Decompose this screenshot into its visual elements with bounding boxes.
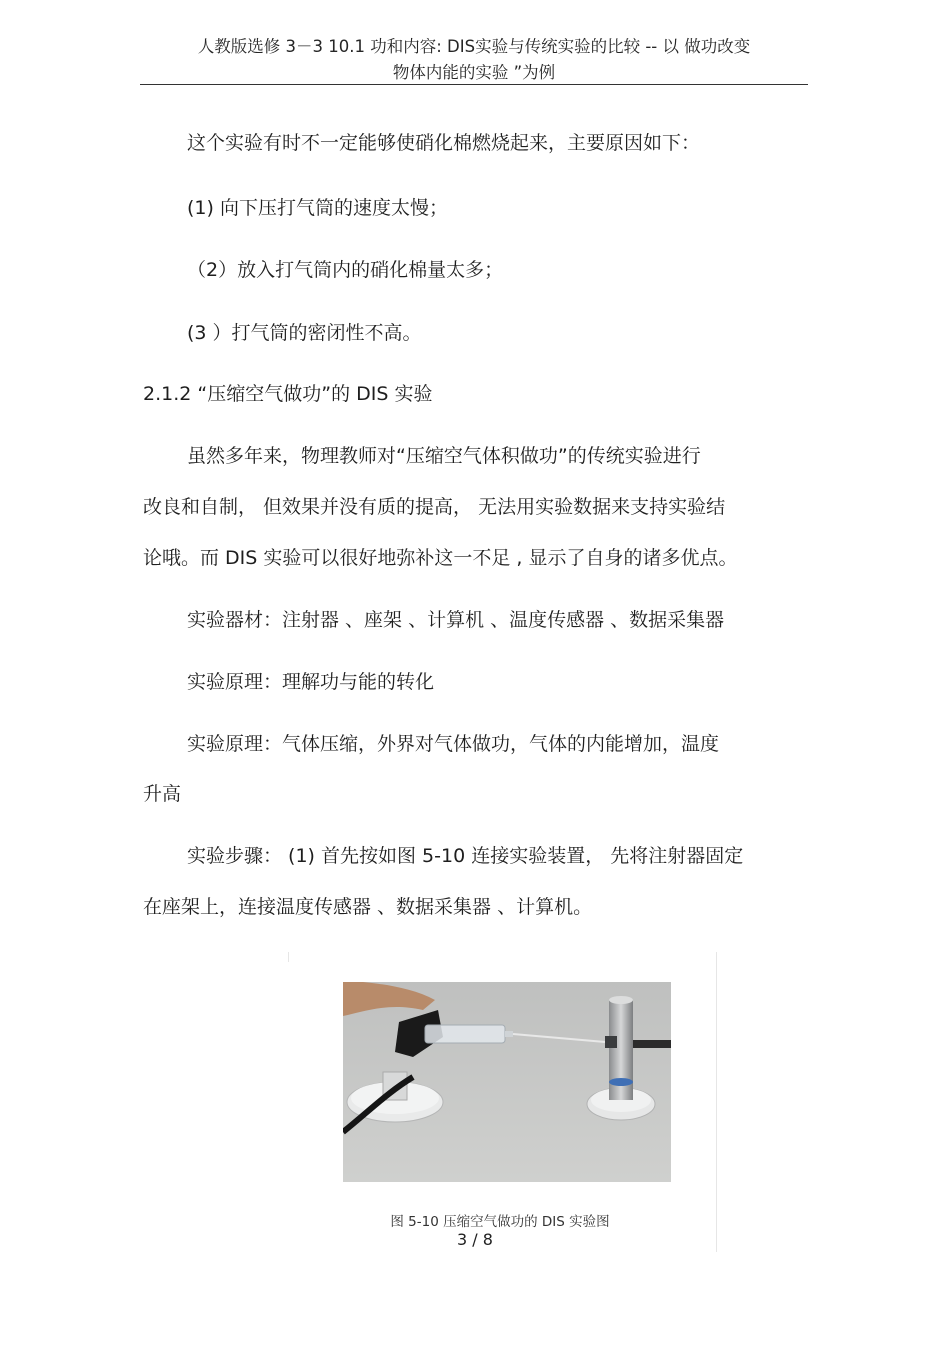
paragraph-principle-2-line-1: 实验原理：气体压缩，外界对气体做功，气体的内能增加，温度 (187, 733, 720, 755)
paragraph-dis-line-3: 论哦。而 DIS 实验可以很好地弥补这一不足 , 显示了自身的诸多优点。 (143, 547, 738, 569)
header-divider (140, 84, 808, 85)
page-number: 3 / 8 (457, 1230, 493, 1249)
page-header (140, 34, 808, 86)
paragraph-reasons-intro: 这个实验有时不一定能够使硝化棉燃烧起来，主要原因如下： (187, 132, 701, 154)
paragraph-principle-1: 实验原理：理解功与能的转化 (187, 671, 435, 693)
paragraph-principle-2-line-2: 升高 (143, 783, 182, 805)
header-line-1: 人教版选修 3－3 10.1 功和内容: DIS实验与传统实验的比较 -- 以 做功改变 (197, 37, 751, 56)
reason-item-2: （2）放入打气筒内的硝化棉量太多； (187, 259, 504, 281)
section-heading: 2.1.2 “压缩空气做功”的 DIS 实验 (143, 383, 433, 405)
paragraph-steps-line-2: 在座架上，连接温度传感器 、数据采集器 、计算机。 (143, 896, 593, 918)
paragraph-dis-line-2: 改良和自制， 但效果并没有质的提高， 无法用实验数据来支持实验结 (143, 496, 726, 518)
reason-item-3: (3 ）打气筒的密闭性不高。 (187, 322, 422, 344)
experiment-photo (343, 982, 671, 1182)
paragraph-equipment: 实验器材：注射器 、座架 、计算机 、温度传感器 、数据采集器 (187, 609, 725, 631)
figure-caption: 图 5-10 压缩空气做功的 DIS 实验图 (390, 1214, 610, 1230)
paragraph-dis-line-1: 虽然多年来，物理教师对“压缩空气体积做功”的传统实验进行 (187, 445, 701, 467)
paragraph-steps-line-1: 实验步骤： (1) 首先按如图 5-10 连接实验装置， 先将注射器固定 (187, 845, 744, 867)
reason-item-1: (1) 向下压打气筒的速度太慢； (187, 197, 448, 219)
header-line-2: 物体内能的实验 ”为例 (392, 63, 556, 82)
figure-frame-right-edge (716, 952, 717, 1252)
figure-frame-left-mark (288, 952, 289, 962)
